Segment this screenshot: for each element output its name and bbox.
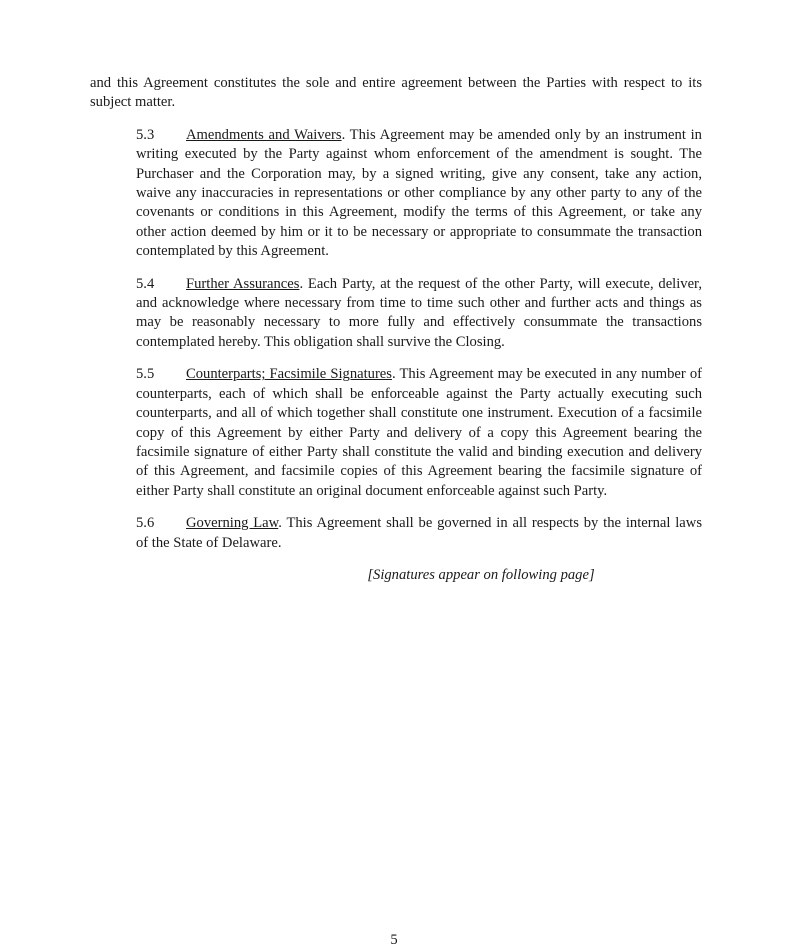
- section-5-4: [90, 275, 702, 353]
- section-text: . This Agreement shall be governed in all respects by the internal laws of the State of Delaware.: [136, 515, 703, 551]
- document-body: [90, 74, 702, 585]
- section-text: . Each Party, at the request of the other Party, will execute, deliver, and acknowledge where necessary from time to time such other and further acts and things as may be reasonably necessary to more fully and effectively consummate the transactions contemplated hereby. This obligation shall survive the Closing.: [136, 275, 702, 350]
- section-number: 5.3: [136, 126, 155, 143]
- section-number: 5.4: [136, 275, 155, 292]
- section-heading: Further Assurances: [186, 275, 300, 292]
- section-5-3: [90, 126, 702, 262]
- page-number: 5: [390, 932, 398, 948]
- section-heading: Governing Law: [186, 515, 279, 532]
- section-5-6: [90, 514, 702, 553]
- section-number: 5.5: [136, 366, 155, 383]
- section-heading: Amendments and Waivers: [186, 126, 342, 143]
- section-number: 5.6: [136, 515, 155, 532]
- section-heading: Counterparts; Facsimile Signatures: [186, 366, 392, 383]
- signature-note: [Signatures appear on following page]: [367, 566, 595, 583]
- section-text: . This Agreement may be amended only by an instrument in writing executed by the Party against whom enforcement of the amendment is sought. The Purchaser and the Corporation may, by a signed writing, give any consent, take any action, waive any inaccuracies in representations or other compliance by any other party to any of the covenants or conditions in this Agreement, modify the terms of this Agreement, or take any other action deemed by him or it to be necessary or appropriate to consummate the transaction contemplated by this Agreement.: [136, 126, 702, 260]
- continuation-paragraph: and this Agreement constitutes the sole and entire agreement between the Parties with respect to its subject matter.: [90, 75, 702, 111]
- section-5-5: [90, 365, 702, 501]
- section-text: . This Agreement may be executed in any number of counterparts, each of which shall be enforceable against the Party actually executing such counterparts, and all of which together shall constitute one instrument. Execution of a facsimile copy of this Agreement by either Party and delivery of a copy this Agreement bearing the facsimile signature of either Party shall constitute the valid and binding execution and delivery of this Agreement, and facsimile copies of this Agreement bearing the facsimile signature of either Party shall constitute an original document enforceable against such Party.: [136, 366, 702, 499]
